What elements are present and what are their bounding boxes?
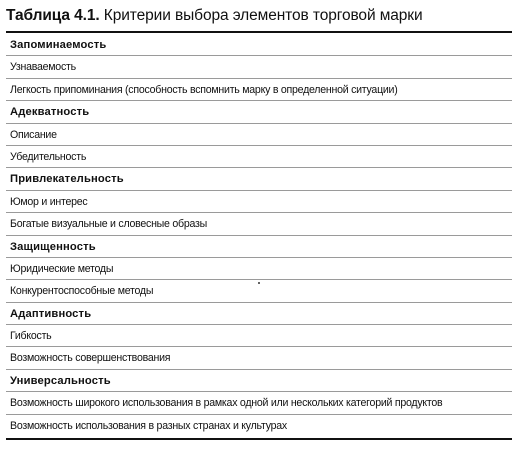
table-caption bbox=[6, 6, 516, 26]
table-category-header: Универсальность bbox=[6, 370, 512, 392]
table-caption-label: Таблица 4.1. bbox=[6, 7, 100, 24]
table-category-header: Привлекательность bbox=[6, 168, 512, 190]
table-row: Легкость припоминания (способность вспомнить марку в определенной ситуации) bbox=[6, 79, 512, 101]
table-row: Богатые визуальные и словесные образы bbox=[6, 213, 512, 235]
table-row: Возможность широкого использования в рамках одной или нескольких категорий продуктов bbox=[6, 392, 512, 414]
table-category-header: Защищенность bbox=[6, 236, 512, 258]
table-top-rule bbox=[6, 31, 512, 33]
table-row: Описание bbox=[6, 124, 512, 146]
table-caption-text: Критерии выбора элементов торговой марки bbox=[103, 7, 423, 24]
table-row: Узнаваемость bbox=[6, 56, 512, 78]
table-category-header: Запоминаемость bbox=[6, 34, 512, 56]
table-category-header: Адекватность bbox=[6, 101, 512, 123]
scan-speck bbox=[258, 282, 260, 284]
table-row: Возможность использования в разных странах и культурах bbox=[10, 419, 287, 432]
table-category-header: Адаптивность bbox=[6, 303, 512, 325]
table-row: Гибкость bbox=[6, 325, 512, 347]
table-row: Юридические методы bbox=[6, 258, 512, 280]
table-bottom-rule bbox=[6, 438, 512, 440]
table-row: Убедительность bbox=[6, 146, 512, 168]
criteria-table bbox=[6, 34, 512, 437]
table-row: Юмор и интерес bbox=[6, 191, 512, 213]
table-row: Конкурентоспособные методы bbox=[6, 280, 512, 302]
table-row: Возможность совершенствования bbox=[6, 347, 512, 369]
